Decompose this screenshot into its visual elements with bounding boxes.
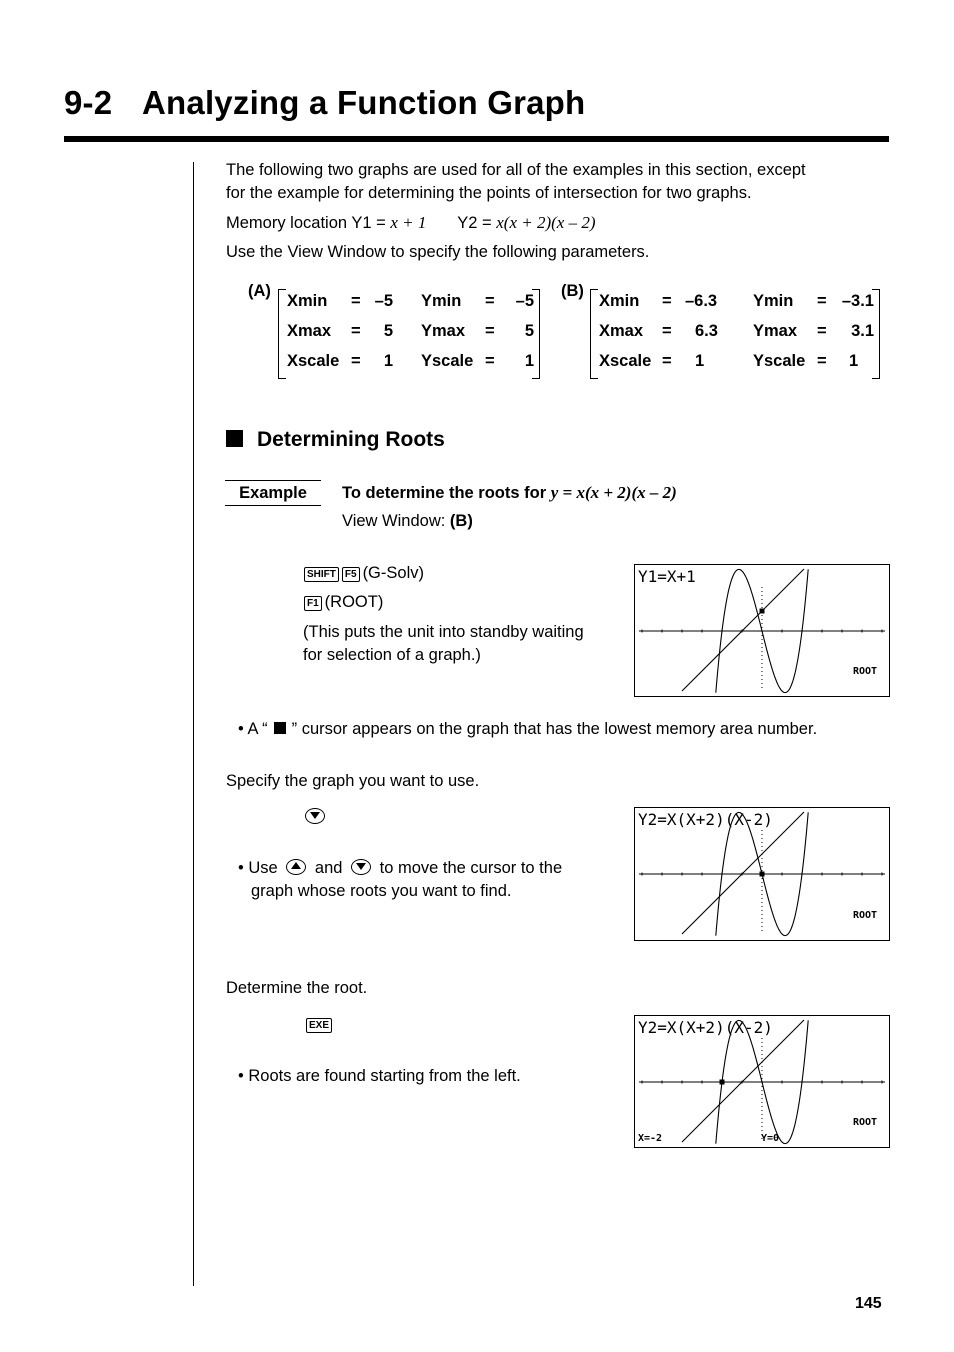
memory-location-line (226, 211, 596, 235)
param-name: Xmax (599, 322, 644, 340)
param-eq: = (351, 292, 361, 310)
graph-svg-3 (635, 1016, 889, 1147)
screen-top-text: Y1=X+1 (638, 567, 696, 586)
param-name: Ymax (421, 322, 466, 340)
param-name: Ymin (753, 292, 794, 310)
param-value: 5 (524, 322, 534, 340)
screen-y-readout: Y=0 (761, 1133, 780, 1144)
y2-expression: x(x + 2)(x – 2) (496, 213, 596, 232)
view-window-prefix: View Window: (342, 512, 450, 530)
section-heading-text: Determining Roots (257, 428, 445, 451)
exe-step (306, 1013, 335, 1036)
example-view-window (342, 510, 473, 533)
param-eq: = (662, 322, 672, 340)
y1-curve (682, 812, 804, 934)
screen-mode-text: ROOT (853, 1117, 878, 1128)
cursor-bullet-pre: • A “ (238, 720, 268, 738)
use-bullet-line-1 (238, 857, 562, 880)
example-label: Example (225, 480, 321, 506)
view-window-value: (B) (449, 512, 473, 530)
example-task-expression: y = x(x + 2)(x – 2) (550, 483, 677, 502)
cursor-bullet-post: ” cursor appears on the graph that has the lowest memory area number. (291, 720, 818, 738)
up-arrow-key-icon (286, 859, 306, 875)
use-bullet-post: to move the cursor to the (379, 859, 563, 877)
param-name: Ymin (421, 292, 462, 310)
screen-top-text: Y2=X(X+2)(X-2) (638, 1018, 773, 1037)
down-arrow-key-icon (305, 808, 325, 827)
param-value: 1 (524, 352, 534, 370)
param-name: Xmin (287, 292, 328, 310)
step-root-text: (ROOT) (324, 593, 384, 611)
param-eq: = (817, 292, 827, 310)
param-b-table (599, 292, 879, 382)
exe-key-icon: EXE (306, 1018, 332, 1033)
y1-expression: x + 1 (390, 213, 427, 232)
screen-top-text: Y2=X(X+2)(X-2) (638, 810, 773, 829)
param-name: Yscale (753, 352, 806, 370)
param-eq: = (485, 352, 495, 370)
param-a-bracket-left (278, 289, 286, 379)
graph-svg-2 (635, 808, 889, 940)
param-name: Xmin (599, 292, 640, 310)
param-b-row (599, 322, 879, 352)
memory-prefix: Memory location Y1 = (226, 214, 391, 232)
param-eq: = (662, 292, 672, 310)
y2-prefix: Y2 = (457, 214, 497, 232)
param-a-table (287, 292, 537, 382)
param-eq: = (351, 352, 361, 370)
param-a-row (287, 322, 537, 352)
f1-key-icon: F1 (304, 596, 322, 611)
param-value: 1 (849, 352, 859, 370)
param-value: –5 (374, 292, 393, 310)
param-value: 1 (695, 352, 705, 370)
param-eq: = (351, 322, 361, 340)
param-value: –3.1 (841, 292, 874, 310)
calculator-screen-1 (634, 564, 890, 697)
title-rule (64, 136, 889, 142)
down-arrow-key-icon (351, 859, 371, 875)
step-root-note-1: (This puts the unit into standby waiting (303, 623, 584, 641)
param-eq: = (817, 322, 827, 340)
specify-graph-text: Specify the graph you want to use. (226, 772, 480, 790)
param-name: Yscale (421, 352, 474, 370)
param-a-label: (A) (248, 282, 271, 300)
graph-svg-1 (635, 565, 889, 696)
param-a-row (287, 352, 537, 382)
param-name: Ymax (753, 322, 798, 340)
f5-key-icon: F5 (342, 567, 360, 582)
step-root (304, 591, 383, 614)
param-b-row (599, 352, 879, 382)
cursor-bullet (238, 718, 817, 741)
cursor-square-icon (274, 722, 286, 734)
param-eq: = (485, 292, 495, 310)
param-value: 5 (383, 322, 393, 340)
section-number: 9-2 (64, 84, 113, 121)
param-b-row (599, 292, 879, 322)
param-value: 6.3 (695, 322, 718, 340)
page-title (64, 84, 585, 122)
screen-mode-text: ROOT (853, 910, 878, 921)
y1-curve (682, 569, 804, 691)
section-heading (226, 428, 445, 452)
param-name: Xscale (599, 352, 652, 370)
param-value: 1 (383, 352, 393, 370)
determine-root-text: Determine the root. (226, 979, 368, 997)
section-square-icon (226, 430, 243, 447)
graph-cursor (720, 1080, 725, 1085)
screen-x-readout: X=-2 (638, 1133, 663, 1144)
example-task-prefix: To determine the roots for (342, 484, 551, 502)
example-task (342, 481, 677, 505)
param-name: Xscale (287, 352, 340, 370)
calculator-screen-2 (634, 807, 890, 941)
use-bullet-mid: and (314, 859, 343, 877)
param-a-row (287, 292, 537, 322)
section-title: Analyzing a Function Graph (142, 84, 586, 121)
param-b-bracket-left (590, 289, 598, 379)
view-window-instruction: Use the View Window to specify the following parameters. (226, 243, 650, 261)
param-eq: = (485, 322, 495, 340)
param-b-label: (B) (561, 282, 584, 300)
param-value: 3.1 (851, 322, 874, 340)
step-gsolv-text: (G-Solv) (362, 564, 424, 582)
param-eq: = (662, 352, 672, 370)
roots-bullet: • Roots are found starting from the left. (238, 1067, 521, 1085)
param-eq: = (817, 352, 827, 370)
graph-cursor (760, 872, 765, 877)
intro-line-2: for the example for determining the points of intersection for two graphs. (226, 184, 752, 202)
step-gsolv (304, 562, 424, 585)
page-number: 145 (855, 1295, 882, 1312)
margin-rule (193, 162, 194, 1286)
param-value: –6.3 (685, 292, 718, 310)
screen-mode-text: ROOT (853, 666, 878, 677)
y1-curve (682, 1020, 804, 1142)
intro-line-1: The following two graphs are used for all of the examples in this section, except (226, 161, 806, 179)
shift-key-icon: SHIFT (304, 567, 339, 582)
graph-cursor (760, 609, 765, 614)
param-value: –5 (515, 292, 534, 310)
calculator-screen-3 (634, 1015, 890, 1148)
use-bullet-pre: • Use (238, 859, 278, 877)
param-name: Xmax (287, 322, 332, 340)
use-bullet-line-2: graph whose roots you want to find. (251, 882, 512, 900)
step-root-note-2: for selection of a graph.) (303, 646, 481, 664)
